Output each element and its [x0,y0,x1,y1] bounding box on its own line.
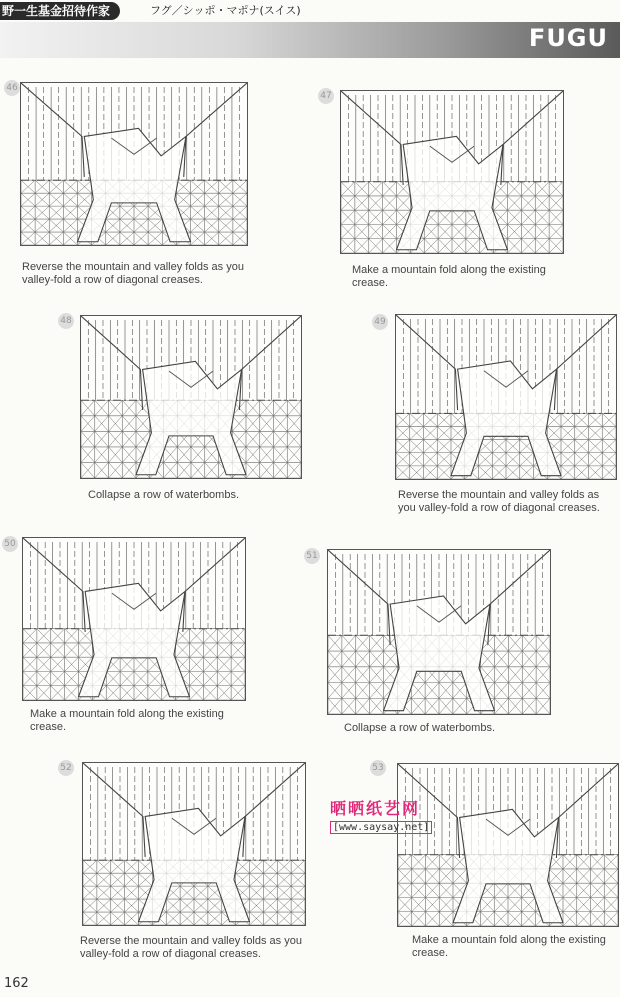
page-title: FUGU [528,24,608,52]
page-number: 162 [4,976,29,991]
step-caption: Make a mountain fold along the existing crease. [30,708,224,733]
step-number: 49 [372,314,388,330]
step-caption: Reverse the mountain and valley folds as you valley-fold a row of diagonal creases. [80,935,302,960]
crease-pattern [341,91,563,253]
step-number: 51 [304,548,320,564]
step-caption: Make a mountain fold along the existing crease. [412,934,606,959]
step-number: 50 [2,536,18,552]
step-caption: Make a mountain fold along the existing crease. [352,264,546,289]
fold-diagram [80,315,302,479]
crease-pattern [83,763,305,925]
fold-diagram [82,762,306,926]
watermark-logo-text: 晒晒纸艺网 [330,799,421,818]
fold-diagram [22,537,246,701]
step-number: 48 [58,313,74,329]
fold-diagram [397,763,619,927]
step-number: 53 [370,760,386,776]
author-label: フグ／シッポ・マポナ(スイス) [150,4,301,17]
header-gradient-bar [0,22,620,58]
fold-diagram [327,549,551,715]
crease-pattern [398,764,618,926]
crease-pattern [21,83,247,245]
fold-diagram [395,314,617,480]
crease-pattern [81,316,301,478]
crease-pattern [23,538,245,700]
watermark [330,796,432,834]
page-header [0,0,620,58]
step-number: 46 [4,80,20,96]
step-caption: Reverse the mountain and valley folds as you valley-fold a row of diagonal creases. [22,261,244,286]
fold-diagram [20,82,248,246]
step-caption: Collapse a row of waterbombs. [88,489,240,501]
step-number: 52 [58,760,74,776]
fold-diagram [340,90,564,254]
crease-pattern [396,315,616,479]
series-label: 野一生基金招待作家 [0,2,120,20]
crease-pattern [328,550,550,714]
watermark-url: [www.saysay.net] [330,821,432,834]
step-caption: Collapse a row of waterbombs. [344,722,496,734]
step-caption: Reverse the mountain and valley folds as you valley-fold a row of diagonal creases. [398,489,600,514]
step-number: 47 [318,88,334,104]
